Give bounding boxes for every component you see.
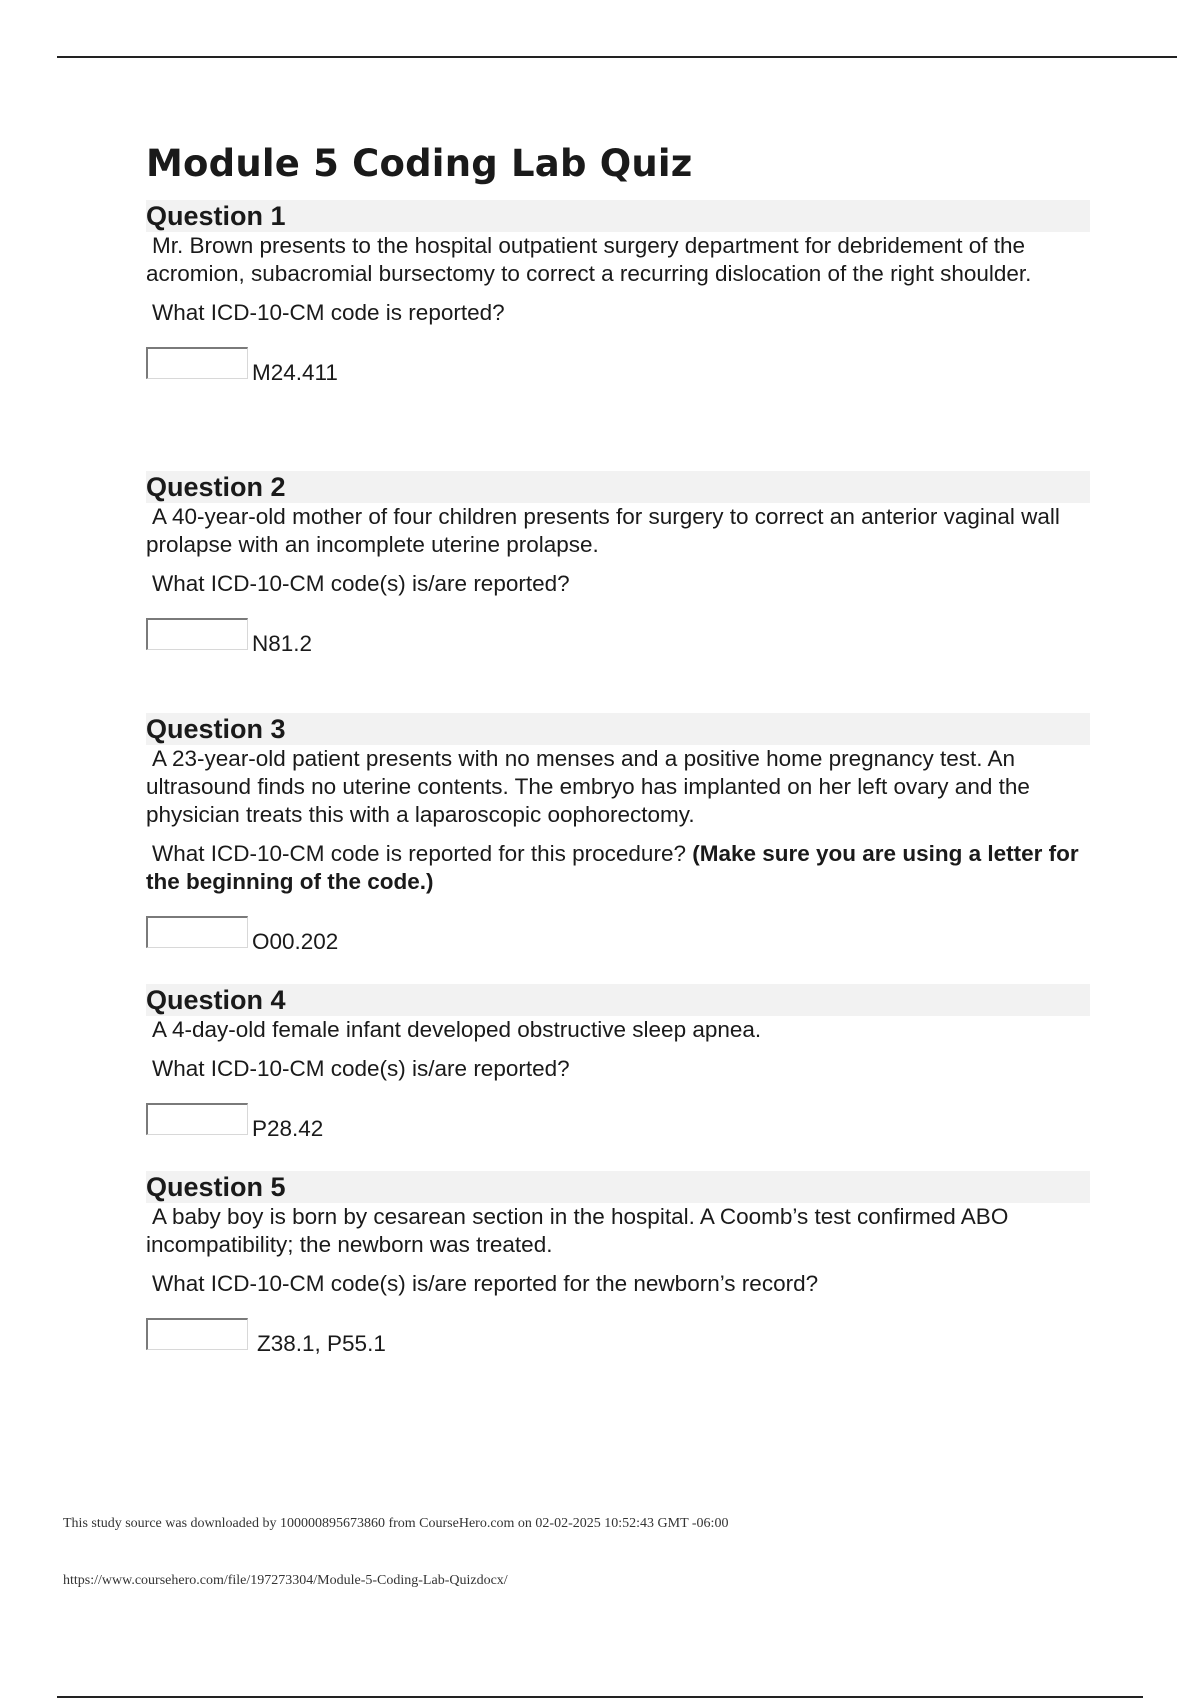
page-title: Module 5 Coding Lab Quiz — [146, 142, 693, 185]
question-body — [146, 503, 1090, 559]
question-heading: Question 2 — [146, 471, 1090, 503]
question-4 — [146, 984, 1090, 1143]
answer-text: N81.2 — [252, 631, 313, 656]
answer-input[interactable] — [146, 1103, 248, 1135]
question-body-text: A 23-year-old patient presents with no menses and a positive home pregnancy test. An ultrasound finds no uterine contents. The embryo has implanted on her left ovary and the physician treats this with a laparoscopic oophorectomy. — [146, 746, 1030, 827]
question-prompt — [146, 570, 1090, 598]
question-1 — [146, 200, 1090, 387]
question-prompt-text: What ICD-10-CM code is reported? — [152, 300, 505, 325]
document-header — [146, 140, 1090, 200]
question-prompt-text: What ICD-10-CM code is reported for this procedure? — [152, 841, 686, 866]
question-body — [146, 745, 1090, 829]
question-heading: Question 5 — [146, 1171, 1090, 1203]
question-prompt — [146, 840, 1090, 896]
top-rule — [57, 56, 1177, 58]
question-3 — [146, 713, 1090, 956]
question-prompt-note: (Make sure you are using a letter for the beginning of the code.) — [146, 841, 1079, 894]
question-heading: Question 3 — [146, 713, 1090, 745]
source-url[interactable]: https://www.coursehero.com/file/197273304/Module-5-Coding-Lab-Quizdocx/ — [63, 1573, 508, 1588]
answer-text: O00.202 — [252, 929, 339, 954]
answer-text: P28.42 — [252, 1116, 324, 1141]
question-body — [146, 1203, 1090, 1259]
question-prompt-text: What ICD-10-CM code(s) is/are reported? — [152, 1056, 570, 1081]
question-prompt-text: What ICD-10-CM code(s) is/are reported? — [152, 571, 570, 596]
question-5 — [146, 1171, 1090, 1358]
answer-input[interactable] — [146, 1318, 248, 1350]
question-body-text: A 4-day-old female infant developed obstructive sleep apnea. — [152, 1017, 762, 1042]
question-body-text: A 40-year-old mother of four children presents for surgery to correct an anterior vaginal wall prolapse with an incomplete uterine prolapse. — [146, 504, 1060, 557]
question-heading: Question 4 — [146, 984, 1090, 1016]
answer-row — [146, 1103, 1090, 1143]
answer-row — [146, 347, 1090, 387]
answer-text: M24.411 — [252, 360, 338, 385]
answer-row — [146, 618, 1090, 658]
answer-row — [146, 1318, 1090, 1358]
question-body — [146, 232, 1090, 288]
source-notice: This study source was downloaded by 100000895673860 from CourseHero.com on 02-02-2025 10:52:43 GMT -06:00 — [63, 1516, 729, 1531]
question-prompt — [146, 299, 1090, 327]
question-heading: Question 1 — [146, 200, 1090, 232]
answer-input[interactable] — [146, 916, 248, 948]
question-prompt-text: What ICD-10-CM code(s) is/are reported for the newborn’s record? — [152, 1271, 819, 1296]
question-body-text: Mr. Brown presents to the hospital outpatient surgery department for debridement of the acromion, subacromial bursectomy to correct a recurring dislocation of the right shoulder. — [146, 233, 1032, 286]
question-body-text: A baby boy is born by cesarean section in the hospital. A Coomb’s test confirmed ABO incompatibility; the newborn was treated. — [146, 1204, 1009, 1257]
question-body — [146, 1016, 1090, 1044]
answer-input[interactable] — [146, 618, 248, 650]
answer-row — [146, 916, 1090, 956]
question-prompt — [146, 1055, 1090, 1083]
answer-input[interactable] — [146, 347, 248, 379]
bottom-rule — [57, 1696, 1143, 1698]
question-2 — [146, 471, 1090, 658]
question-prompt — [146, 1270, 1090, 1298]
answer-text: Z38.1, P55.1 — [257, 1331, 386, 1356]
